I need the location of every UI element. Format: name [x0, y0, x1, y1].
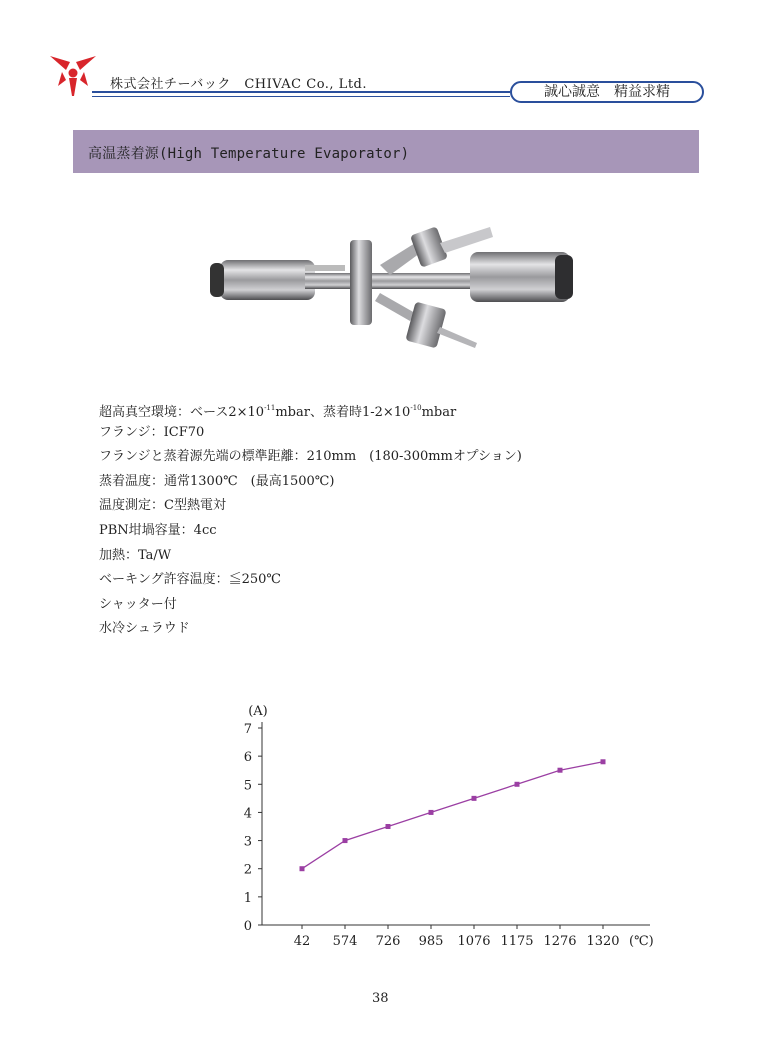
x-axis-unit: (℃)	[629, 934, 654, 949]
spec-exponent: -10	[410, 404, 422, 412]
spec-item-baking: ベーキング許容温度：≦250℃	[99, 572, 281, 588]
data-point	[343, 838, 348, 843]
x-tick-label: 1320	[586, 934, 620, 949]
chivac-logo	[48, 48, 98, 98]
spec-item-vacuum	[99, 396, 522, 421]
x-tick-label: 1076	[457, 934, 491, 949]
spec-item-flange: フランジ：ICF70	[99, 424, 205, 440]
data-point	[601, 759, 606, 764]
header-rule-thin	[92, 96, 510, 97]
data-point	[429, 810, 434, 815]
current-temperature-chart	[210, 690, 680, 958]
x-tick-label: 1175	[500, 934, 534, 949]
x-tick-label: 985	[418, 934, 444, 949]
data-point	[558, 768, 563, 773]
spec-exponent: -11	[264, 404, 276, 412]
page-number: 38	[372, 991, 389, 1006]
spec-text: 超高真空環境：ベース2×10	[99, 405, 265, 420]
spec-item-temperature: 蒸着温度：通常1300℃ (最高1500℃)	[99, 473, 335, 489]
spec-item-distance: フランジと蒸着源先端の標準距離：210mm (180-300mmオプション)	[99, 449, 522, 465]
spec-text: mbar	[421, 405, 457, 420]
x-tick-label: 574	[332, 934, 358, 949]
x-tick-label: 1276	[543, 934, 577, 949]
spec-item-thermocouple: 温度測定：C型熱電対	[99, 498, 226, 514]
y-tick-label: 2	[243, 862, 252, 878]
y-tick-label: 6	[243, 750, 252, 766]
data-point	[472, 796, 477, 801]
motto-badge: 誠心誠意 精益求精	[510, 81, 704, 103]
spec-item-shroud: 水冷シュラウド	[99, 621, 190, 637]
series-line	[302, 762, 603, 869]
spec-item-crucible: PBN坩堝容量：4cc	[99, 522, 217, 538]
y-tick-label: 5	[243, 778, 252, 794]
company-name: 株式会社チーバック CHIVAC Co., Ltd.	[110, 77, 367, 92]
spec-item-shutter: シャッター付	[99, 596, 177, 612]
y-axis-label: (A)	[248, 704, 268, 719]
spec-text: mbar、蒸着時1-2×10	[275, 405, 411, 420]
y-tick-label: 4	[243, 806, 252, 822]
y-tick-label: 7	[243, 722, 252, 737]
data-point	[300, 866, 305, 871]
header-rule	[92, 91, 510, 93]
evaporator-photo	[205, 215, 585, 355]
x-tick-label: 42	[293, 934, 311, 949]
y-tick-label: 0	[243, 919, 252, 934]
section-title: 高温蒸着源(High Temperature Evaporator)	[88, 146, 410, 162]
y-tick-label: 3	[243, 834, 252, 850]
y-tick-label: 1	[243, 890, 252, 906]
data-point	[515, 782, 520, 787]
spec-item-heating: 加熱：Ta/W	[99, 547, 172, 563]
x-tick-label: 726	[375, 934, 401, 949]
data-point	[386, 824, 391, 829]
spec-list	[99, 396, 522, 642]
